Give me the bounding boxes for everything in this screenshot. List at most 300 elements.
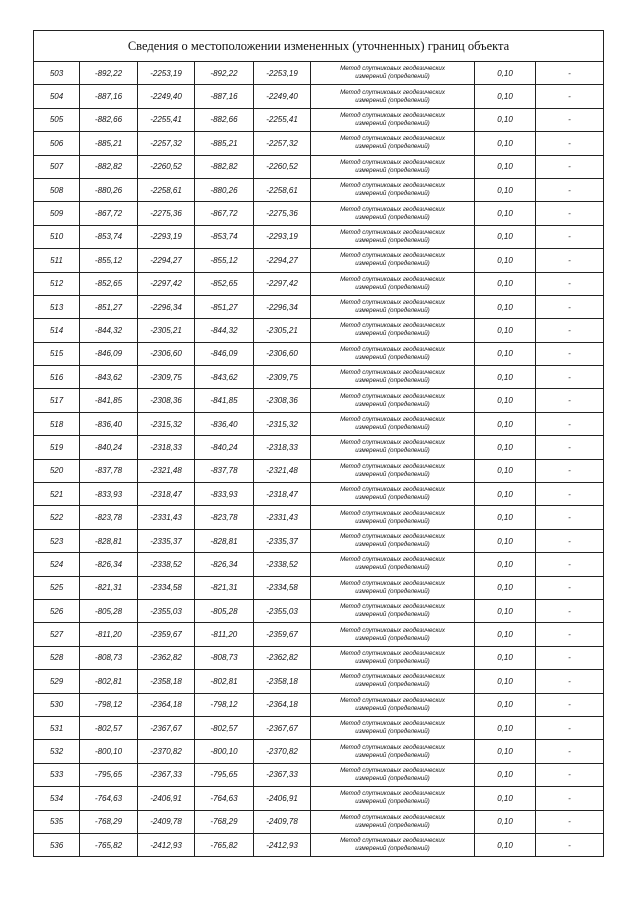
point-number-cell: 530 bbox=[34, 693, 80, 716]
refined-x-cell: -826,34 bbox=[195, 553, 254, 576]
existing-x-cell: -811,20 bbox=[80, 623, 138, 646]
accuracy-cell: 0,10 bbox=[475, 599, 536, 622]
method-line-1: Метод спутниковых геодезических bbox=[340, 509, 445, 517]
method-cell bbox=[311, 576, 475, 599]
table-row bbox=[34, 202, 604, 225]
method-cell bbox=[311, 693, 475, 716]
refined-x-cell: -828,81 bbox=[195, 529, 254, 552]
table-row bbox=[34, 763, 604, 786]
table-title: Сведения о местоположении измененных (уточненных) границ объекта bbox=[34, 31, 604, 62]
refined-x-cell: -823,78 bbox=[195, 506, 254, 529]
method-line-2: измерений (определений) bbox=[355, 728, 430, 736]
refined-x-cell: -882,82 bbox=[195, 155, 254, 178]
accuracy-cell: 0,10 bbox=[475, 623, 536, 646]
table-row bbox=[34, 599, 604, 622]
existing-y-cell: -2358,18 bbox=[138, 670, 195, 693]
refined-y-cell: -2275,36 bbox=[254, 202, 311, 225]
existing-y-cell: -2321,48 bbox=[138, 459, 195, 482]
method-line-2: измерений (определений) bbox=[355, 845, 430, 853]
refined-y-cell: -2249,40 bbox=[254, 85, 311, 108]
accuracy-cell: 0,10 bbox=[475, 225, 536, 248]
accuracy-cell: 0,10 bbox=[475, 459, 536, 482]
description-cell: - bbox=[536, 295, 604, 318]
existing-x-cell: -836,40 bbox=[80, 412, 138, 435]
method-line-2: измерений (определений) bbox=[355, 657, 430, 665]
description-cell: - bbox=[536, 623, 604, 646]
refined-y-cell: -2367,67 bbox=[254, 716, 311, 739]
description-cell: - bbox=[536, 62, 604, 85]
existing-y-cell: -2296,34 bbox=[138, 295, 195, 318]
accuracy-cell: 0,10 bbox=[475, 272, 536, 295]
table-row bbox=[34, 553, 604, 576]
existing-y-cell: -2257,32 bbox=[138, 132, 195, 155]
refined-y-cell: -2412,93 bbox=[254, 833, 311, 856]
method-line-2: измерений (определений) bbox=[355, 424, 430, 432]
method-cell bbox=[311, 436, 475, 459]
point-number-cell: 521 bbox=[34, 483, 80, 506]
refined-x-cell: -802,57 bbox=[195, 716, 254, 739]
method-line-1: Метод спутниковых геодезических bbox=[340, 65, 445, 73]
table-row bbox=[34, 412, 604, 435]
existing-x-cell: -798,12 bbox=[80, 693, 138, 716]
existing-x-cell: -846,09 bbox=[80, 342, 138, 365]
method-line-2: измерений (определений) bbox=[355, 377, 430, 385]
description-cell: - bbox=[536, 319, 604, 342]
description-cell: - bbox=[536, 670, 604, 693]
refined-x-cell: -840,24 bbox=[195, 436, 254, 459]
existing-y-cell: -2294,27 bbox=[138, 249, 195, 272]
method-cell bbox=[311, 506, 475, 529]
description-cell: - bbox=[536, 483, 604, 506]
refined-x-cell: -851,27 bbox=[195, 295, 254, 318]
existing-y-cell: -2331,43 bbox=[138, 506, 195, 529]
description-cell: - bbox=[536, 599, 604, 622]
point-number-cell: 528 bbox=[34, 646, 80, 669]
accuracy-cell: 0,10 bbox=[475, 810, 536, 833]
method-cell bbox=[311, 366, 475, 389]
accuracy-cell: 0,10 bbox=[475, 763, 536, 786]
method-line-2: измерений (определений) bbox=[355, 236, 430, 244]
existing-y-cell: -2297,42 bbox=[138, 272, 195, 295]
existing-x-cell: -885,21 bbox=[80, 132, 138, 155]
accuracy-cell: 0,10 bbox=[475, 412, 536, 435]
refined-x-cell: -837,78 bbox=[195, 459, 254, 482]
point-number-cell: 526 bbox=[34, 599, 80, 622]
existing-x-cell: -880,26 bbox=[80, 178, 138, 201]
existing-y-cell: -2253,19 bbox=[138, 62, 195, 85]
point-number-cell: 506 bbox=[34, 132, 80, 155]
method-line-1: Метод спутниковых геодезических bbox=[340, 416, 445, 424]
refined-y-cell: -2306,60 bbox=[254, 342, 311, 365]
refined-y-cell: -2335,37 bbox=[254, 529, 311, 552]
method-cell bbox=[311, 763, 475, 786]
method-line-1: Метод спутниковых геодезических bbox=[340, 205, 445, 213]
existing-y-cell: -2338,52 bbox=[138, 553, 195, 576]
table-row bbox=[34, 529, 604, 552]
existing-x-cell: -802,81 bbox=[80, 670, 138, 693]
refined-x-cell: -800,10 bbox=[195, 740, 254, 763]
method-line-1: Метод спутниковых геодезических bbox=[340, 462, 445, 470]
coordinates-table bbox=[33, 30, 604, 857]
point-number-cell: 529 bbox=[34, 670, 80, 693]
method-line-2: измерений (определений) bbox=[355, 704, 430, 712]
existing-y-cell: -2370,82 bbox=[138, 740, 195, 763]
method-line-1: Метод спутниковых геодезических bbox=[340, 556, 445, 564]
existing-x-cell: -841,85 bbox=[80, 389, 138, 412]
description-cell: - bbox=[536, 412, 604, 435]
table-row bbox=[34, 272, 604, 295]
method-line-2: измерений (определений) bbox=[355, 283, 430, 291]
method-line-2: измерений (определений) bbox=[355, 260, 430, 268]
refined-x-cell: -867,72 bbox=[195, 202, 254, 225]
accuracy-cell: 0,10 bbox=[475, 85, 536, 108]
method-line-2: измерений (определений) bbox=[355, 564, 430, 572]
point-number-cell: 509 bbox=[34, 202, 80, 225]
refined-y-cell: -2255,41 bbox=[254, 108, 311, 131]
accuracy-cell: 0,10 bbox=[475, 529, 536, 552]
method-cell bbox=[311, 272, 475, 295]
existing-x-cell: -843,62 bbox=[80, 366, 138, 389]
existing-x-cell: -851,27 bbox=[80, 295, 138, 318]
table-row bbox=[34, 62, 604, 85]
refined-y-cell: -2293,19 bbox=[254, 225, 311, 248]
point-number-cell: 533 bbox=[34, 763, 80, 786]
table-row bbox=[34, 85, 604, 108]
method-cell bbox=[311, 787, 475, 810]
accuracy-cell: 0,10 bbox=[475, 108, 536, 131]
description-cell: - bbox=[536, 342, 604, 365]
method-line-2: измерений (определений) bbox=[355, 400, 430, 408]
existing-x-cell: -840,24 bbox=[80, 436, 138, 459]
existing-y-cell: -2335,37 bbox=[138, 529, 195, 552]
existing-x-cell: -853,74 bbox=[80, 225, 138, 248]
existing-y-cell: -2334,58 bbox=[138, 576, 195, 599]
refined-x-cell: -882,66 bbox=[195, 108, 254, 131]
method-line-1: Метод спутниковых геодезических bbox=[340, 743, 445, 751]
existing-x-cell: -768,29 bbox=[80, 810, 138, 833]
method-line-2: измерений (определений) bbox=[355, 494, 430, 502]
method-line-1: Метод спутниковых геодезических bbox=[340, 252, 445, 260]
refined-x-cell: -764,63 bbox=[195, 787, 254, 810]
accuracy-cell: 0,10 bbox=[475, 319, 536, 342]
refined-x-cell: -833,93 bbox=[195, 483, 254, 506]
existing-x-cell: -805,28 bbox=[80, 599, 138, 622]
refined-x-cell: -885,21 bbox=[195, 132, 254, 155]
existing-y-cell: -2309,75 bbox=[138, 366, 195, 389]
method-cell bbox=[311, 132, 475, 155]
method-line-2: измерений (определений) bbox=[355, 447, 430, 455]
accuracy-cell: 0,10 bbox=[475, 295, 536, 318]
point-number-cell: 523 bbox=[34, 529, 80, 552]
method-cell bbox=[311, 389, 475, 412]
method-line-1: Метод спутниковых геодезических bbox=[340, 486, 445, 494]
refined-y-cell: -2315,32 bbox=[254, 412, 311, 435]
description-cell: - bbox=[536, 763, 604, 786]
refined-x-cell: -805,28 bbox=[195, 599, 254, 622]
refined-x-cell: -808,73 bbox=[195, 646, 254, 669]
method-line-2: измерений (определений) bbox=[355, 821, 430, 829]
refined-y-cell: -2331,43 bbox=[254, 506, 311, 529]
point-number-cell: 519 bbox=[34, 436, 80, 459]
refined-y-cell: -2359,67 bbox=[254, 623, 311, 646]
refined-y-cell: -2305,21 bbox=[254, 319, 311, 342]
refined-x-cell: -853,74 bbox=[195, 225, 254, 248]
table-row bbox=[34, 833, 604, 856]
method-line-1: Метод спутниковых геодезических bbox=[340, 696, 445, 704]
method-line-2: измерений (определений) bbox=[355, 143, 430, 151]
refined-y-cell: -2318,33 bbox=[254, 436, 311, 459]
refined-x-cell: -795,65 bbox=[195, 763, 254, 786]
description-cell: - bbox=[536, 436, 604, 459]
existing-y-cell: -2305,21 bbox=[138, 319, 195, 342]
accuracy-cell: 0,10 bbox=[475, 787, 536, 810]
existing-x-cell: -802,57 bbox=[80, 716, 138, 739]
method-line-2: измерений (определений) bbox=[355, 213, 430, 221]
table-row bbox=[34, 483, 604, 506]
description-cell: - bbox=[536, 366, 604, 389]
point-number-cell: 534 bbox=[34, 787, 80, 810]
refined-x-cell: -855,12 bbox=[195, 249, 254, 272]
table-row bbox=[34, 295, 604, 318]
point-number-cell: 511 bbox=[34, 249, 80, 272]
method-cell bbox=[311, 225, 475, 248]
table-row bbox=[34, 178, 604, 201]
existing-y-cell: -2249,40 bbox=[138, 85, 195, 108]
accuracy-cell: 0,10 bbox=[475, 178, 536, 201]
refined-x-cell: -802,81 bbox=[195, 670, 254, 693]
table-row bbox=[34, 319, 604, 342]
point-number-cell: 505 bbox=[34, 108, 80, 131]
point-number-cell: 532 bbox=[34, 740, 80, 763]
existing-x-cell: -795,65 bbox=[80, 763, 138, 786]
existing-y-cell: -2406,91 bbox=[138, 787, 195, 810]
description-cell: - bbox=[536, 529, 604, 552]
table-row bbox=[34, 716, 604, 739]
description-cell: - bbox=[536, 740, 604, 763]
refined-x-cell: -836,40 bbox=[195, 412, 254, 435]
existing-y-cell: -2409,78 bbox=[138, 810, 195, 833]
method-line-1: Метод спутниковых геодезических bbox=[340, 182, 445, 190]
accuracy-cell: 0,10 bbox=[475, 155, 536, 178]
method-line-2: измерений (определений) bbox=[355, 166, 430, 174]
existing-x-cell: -800,10 bbox=[80, 740, 138, 763]
existing-y-cell: -2364,18 bbox=[138, 693, 195, 716]
table-row bbox=[34, 623, 604, 646]
point-number-cell: 536 bbox=[34, 833, 80, 856]
table-row bbox=[34, 787, 604, 810]
method-line-2: измерений (определений) bbox=[355, 190, 430, 198]
method-cell bbox=[311, 249, 475, 272]
accuracy-cell: 0,10 bbox=[475, 389, 536, 412]
existing-x-cell: -808,73 bbox=[80, 646, 138, 669]
method-line-1: Метод спутниковых геодезических bbox=[340, 720, 445, 728]
existing-x-cell: -882,82 bbox=[80, 155, 138, 178]
method-cell bbox=[311, 553, 475, 576]
existing-y-cell: -2362,82 bbox=[138, 646, 195, 669]
point-number-cell: 522 bbox=[34, 506, 80, 529]
method-line-1: Метод спутниковых геодезических bbox=[340, 158, 445, 166]
accuracy-cell: 0,10 bbox=[475, 366, 536, 389]
existing-x-cell: -833,93 bbox=[80, 483, 138, 506]
method-line-1: Метод спутниковых геодезических bbox=[340, 392, 445, 400]
refined-y-cell: -2355,03 bbox=[254, 599, 311, 622]
existing-x-cell: -867,72 bbox=[80, 202, 138, 225]
existing-x-cell: -828,81 bbox=[80, 529, 138, 552]
refined-x-cell: -846,09 bbox=[195, 342, 254, 365]
boundary-coordinates-sheet bbox=[33, 30, 603, 857]
method-line-2: измерений (определений) bbox=[355, 751, 430, 759]
point-number-cell: 535 bbox=[34, 810, 80, 833]
method-cell bbox=[311, 716, 475, 739]
existing-y-cell: -2258,61 bbox=[138, 178, 195, 201]
table-row bbox=[34, 366, 604, 389]
table-row bbox=[34, 670, 604, 693]
table-body bbox=[34, 62, 604, 857]
refined-y-cell: -2296,34 bbox=[254, 295, 311, 318]
point-number-cell: 512 bbox=[34, 272, 80, 295]
method-line-1: Метод спутниковых геодезических bbox=[340, 111, 445, 119]
table-row bbox=[34, 693, 604, 716]
refined-y-cell: -2409,78 bbox=[254, 810, 311, 833]
refined-y-cell: -2260,52 bbox=[254, 155, 311, 178]
description-cell: - bbox=[536, 249, 604, 272]
method-line-2: измерений (определений) bbox=[355, 307, 430, 315]
refined-y-cell: -2362,82 bbox=[254, 646, 311, 669]
existing-y-cell: -2308,36 bbox=[138, 389, 195, 412]
point-number-cell: 518 bbox=[34, 412, 80, 435]
method-line-1: Метод спутниковых геодезических bbox=[340, 649, 445, 657]
method-cell bbox=[311, 529, 475, 552]
point-number-cell: 507 bbox=[34, 155, 80, 178]
accuracy-cell: 0,10 bbox=[475, 693, 536, 716]
method-cell bbox=[311, 108, 475, 131]
point-number-cell: 514 bbox=[34, 319, 80, 342]
existing-x-cell: -821,31 bbox=[80, 576, 138, 599]
point-number-cell: 524 bbox=[34, 553, 80, 576]
description-cell: - bbox=[536, 225, 604, 248]
point-number-cell: 513 bbox=[34, 295, 80, 318]
method-line-2: измерений (определений) bbox=[355, 470, 430, 478]
accuracy-cell: 0,10 bbox=[475, 670, 536, 693]
refined-x-cell: -798,12 bbox=[195, 693, 254, 716]
accuracy-cell: 0,10 bbox=[475, 576, 536, 599]
table-row bbox=[34, 576, 604, 599]
method-cell bbox=[311, 412, 475, 435]
description-cell: - bbox=[536, 506, 604, 529]
description-cell: - bbox=[536, 716, 604, 739]
method-line-1: Метод спутниковых геодезических bbox=[340, 766, 445, 774]
existing-y-cell: -2367,33 bbox=[138, 763, 195, 786]
description-cell: - bbox=[536, 553, 604, 576]
existing-x-cell: -844,32 bbox=[80, 319, 138, 342]
method-line-1: Метод спутниковых геодезических bbox=[340, 579, 445, 587]
method-line-2: измерений (определений) bbox=[355, 119, 430, 127]
refined-y-cell: -2257,32 bbox=[254, 132, 311, 155]
existing-y-cell: -2318,47 bbox=[138, 483, 195, 506]
refined-x-cell: -768,29 bbox=[195, 810, 254, 833]
table-row bbox=[34, 506, 604, 529]
method-line-2: измерений (определений) bbox=[355, 798, 430, 806]
description-cell: - bbox=[536, 693, 604, 716]
refined-y-cell: -2308,36 bbox=[254, 389, 311, 412]
table-row bbox=[34, 155, 604, 178]
method-cell bbox=[311, 319, 475, 342]
method-line-2: измерений (определений) bbox=[355, 611, 430, 619]
method-cell bbox=[311, 155, 475, 178]
refined-y-cell: -2406,91 bbox=[254, 787, 311, 810]
method-cell bbox=[311, 810, 475, 833]
refined-y-cell: -2309,75 bbox=[254, 366, 311, 389]
point-number-cell: 503 bbox=[34, 62, 80, 85]
method-line-2: измерений (определений) bbox=[355, 330, 430, 338]
accuracy-cell: 0,10 bbox=[475, 132, 536, 155]
table-row bbox=[34, 389, 604, 412]
existing-x-cell: -852,65 bbox=[80, 272, 138, 295]
table-row bbox=[34, 249, 604, 272]
refined-y-cell: -2334,58 bbox=[254, 576, 311, 599]
point-number-cell: 508 bbox=[34, 178, 80, 201]
method-line-1: Метод спутниковых геодезических bbox=[340, 813, 445, 821]
existing-y-cell: -2359,67 bbox=[138, 623, 195, 646]
description-cell: - bbox=[536, 108, 604, 131]
description-cell: - bbox=[536, 202, 604, 225]
method-cell bbox=[311, 85, 475, 108]
refined-x-cell: -841,85 bbox=[195, 389, 254, 412]
description-cell: - bbox=[536, 646, 604, 669]
existing-y-cell: -2260,52 bbox=[138, 155, 195, 178]
refined-y-cell: -2318,47 bbox=[254, 483, 311, 506]
existing-x-cell: -892,22 bbox=[80, 62, 138, 85]
accuracy-cell: 0,10 bbox=[475, 833, 536, 856]
method-line-2: измерений (определений) bbox=[355, 73, 430, 81]
accuracy-cell: 0,10 bbox=[475, 342, 536, 365]
refined-y-cell: -2294,27 bbox=[254, 249, 311, 272]
method-line-1: Метод спутниковых геодезических bbox=[340, 626, 445, 634]
accuracy-cell: 0,10 bbox=[475, 506, 536, 529]
accuracy-cell: 0,10 bbox=[475, 646, 536, 669]
existing-y-cell: -2306,60 bbox=[138, 342, 195, 365]
existing-y-cell: -2255,41 bbox=[138, 108, 195, 131]
refined-y-cell: -2321,48 bbox=[254, 459, 311, 482]
refined-x-cell: -821,31 bbox=[195, 576, 254, 599]
point-number-cell: 531 bbox=[34, 716, 80, 739]
description-cell: - bbox=[536, 389, 604, 412]
description-cell: - bbox=[536, 85, 604, 108]
method-line-1: Метод спутниковых геодезических bbox=[340, 299, 445, 307]
method-line-2: измерений (определений) bbox=[355, 96, 430, 104]
existing-y-cell: -2367,67 bbox=[138, 716, 195, 739]
description-cell: - bbox=[536, 132, 604, 155]
description-cell: - bbox=[536, 178, 604, 201]
accuracy-cell: 0,10 bbox=[475, 716, 536, 739]
existing-x-cell: -887,16 bbox=[80, 85, 138, 108]
existing-x-cell: -764,63 bbox=[80, 787, 138, 810]
method-cell bbox=[311, 459, 475, 482]
refined-x-cell: -880,26 bbox=[195, 178, 254, 201]
method-cell bbox=[311, 670, 475, 693]
existing-x-cell: -837,78 bbox=[80, 459, 138, 482]
method-cell bbox=[311, 483, 475, 506]
method-line-1: Метод спутниковых геодезических bbox=[340, 322, 445, 330]
method-line-2: измерений (определений) bbox=[355, 587, 430, 595]
refined-y-cell: -2364,18 bbox=[254, 693, 311, 716]
description-cell: - bbox=[536, 833, 604, 856]
method-line-1: Метод спутниковых геодезических bbox=[340, 275, 445, 283]
refined-x-cell: -852,65 bbox=[195, 272, 254, 295]
point-number-cell: 517 bbox=[34, 389, 80, 412]
table-row bbox=[34, 436, 604, 459]
description-cell: - bbox=[536, 459, 604, 482]
